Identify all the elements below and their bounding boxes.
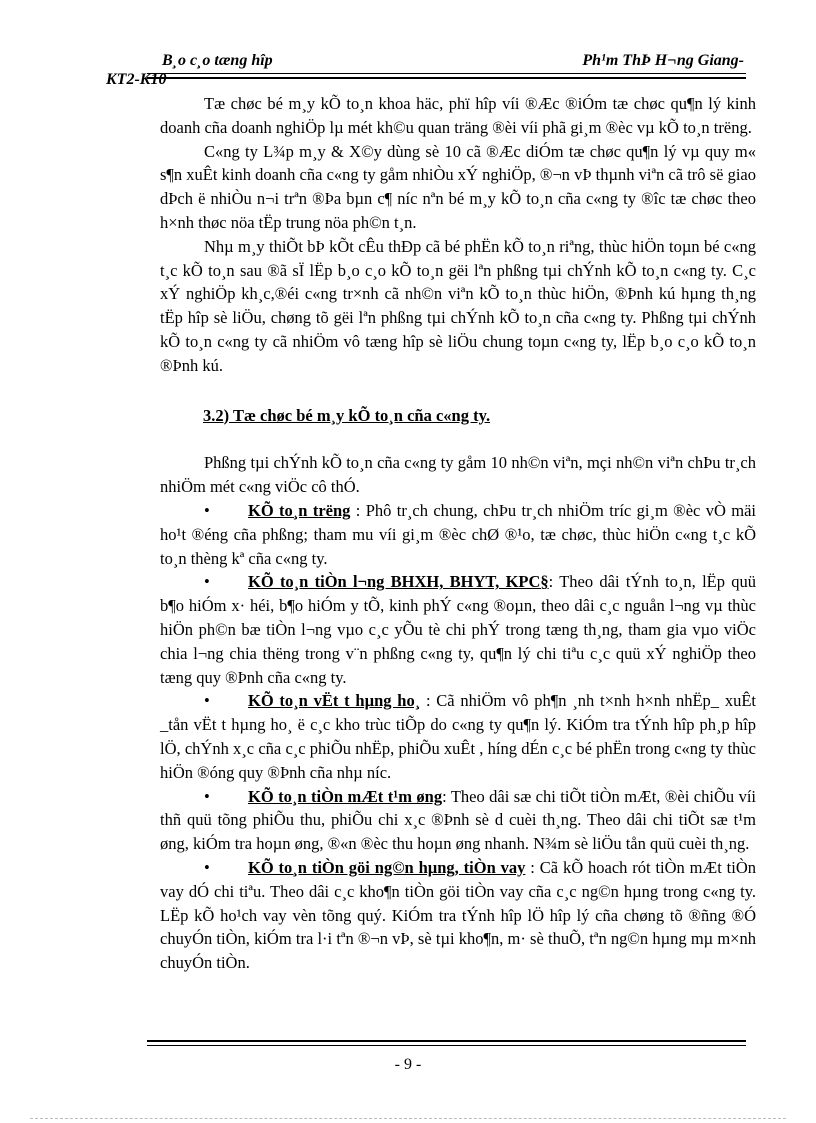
header-author: Ph¹m ThÞ H¬ng Giang-: [582, 52, 744, 69]
paragraph-2: C«ng ty L¾p m¸y & X©y dùng sè 10 cã ®Æc diÓm tæ chøc qu¶n lý vµ quy m« s¶n xuÊt kinh doanh cña c«ng ty gåm nhiÒu xÝ nghiÖp, ®¬n vÞ thµnh viªn cã trô së giao dÞch ë nhiÒu n¬i trªn ®Þa bµn c¶ níc nªn bé m¸y kÕ to¸n cña c«ng ty ®îc tæ chøc theo h×nh thøc nöa tËp trung nöa ph©n t¸n.: [160, 141, 756, 232]
document-body: [160, 92, 756, 975]
list-item-title: KÕ to¸n tiÒn göi ng©n hµng, tiÒn vay: [248, 857, 526, 877]
intro-paragraph: Phßng tµi chÝnh kÕ to¸n cña c«ng ty gåm 10 nh©n viªn, mçi nh©n viªn chÞu tr¸ch nhiÖm mét c«ng viÖc cô thÓ.: [160, 453, 756, 497]
list-item-text: : Theo dâi sæ chi tiÕt tiÒn mÆt, ®èi chiÕu víi thñ quü tõng phiÕu thu, phiÕu chi x¸c ®Þnh sè d cuèi th¸ng. Theo dâi chi tiÕt sæ t¹m øng, kiÓm tra hoµn øng, ®«n ®èc thu hoµn øng nhanh. N¾m sè liÖu tån quü cuèi th¸ng.: [160, 786, 756, 854]
list-item-title: KÕ to¸n tiÒn l¬ng BHXH, BHYT, KPC§: [248, 572, 549, 592]
list-item: [160, 570, 756, 689]
list-item-title: KÕ to¸n vËt t hµng ho¸: [248, 691, 421, 711]
bullet-icon: •: [204, 857, 210, 877]
list-item-text: : Cã nhiÖm vô ph¶n ¸nh t×nh h×nh nhËp_ xuÊt _tån vËt t hµng ho¸ ë c¸c kho trùc tiÕp do c«ng ty qu¶n lý. KiÓm tra tÝnh hîp ph¸p hîp lÖ, chÝnh x¸c cña c¸c phiÕu nhËp, phiÕu xuÊt , híng dÉn c¸c bé phËn trong c«ng ty thùc hiÖn ®óng quy ®Þnh cña nhµ níc.: [160, 691, 756, 782]
bullet-icon: •: [204, 500, 210, 520]
list-item-text: : Cã kÕ hoach rót tiÒn mÆt tiÒn vay dÓ chi tiªu. Theo dâi c¸c kho¶n tiÒn göi tiÒn vay cña c¸c ng©n hµng trong c«ng ty. LËp kÕ ho¹ch vay vèn tõng quý. KiÓm tra tÝnh hîp lÖ hîp lý cña chøng tõ ®ñng ®Ó chuyÓn tiÒn, kiÓm tra l·i tªn ®¬n vÞ, sè tµi kho¶n, m· sè thuÕ, tªn ng©n hµng mµ m×nh chuyÓn tiÒn.: [160, 857, 756, 973]
paragraph-1: Tæ chøc bé m¸y kÕ to¸n khoa häc, phï hîp víi ®Æc ®iÓm tæ chøc qu¶n lý kinh doanh cña doanh nghiÖp lµ mét kh©u quan träng ®èi víi phã gi¸m ®èc vµ kÕ to¸n trëng.: [160, 94, 756, 137]
bullet-icon: •: [204, 786, 210, 806]
paragraph-3: Nhµ m¸y thiÕt bÞ kÕt cÊu thÐp cã bé phËn kÕ to¸n riªng, thùc hiÖn toµn bé c«ng t¸c kÕ to¸n sau ®ã sÏ lËp b¸o c¸o kÕ to¸n gëi lªn phßng tµi chÝnh kÕ to¸n c«ng ty. C¸c xÝ nghiÖp kh¸c,®éi c«ng tr×nh cã nh©n viªn kÕ to¸n thùc hiÖn, ®Þnh kú hµng th¸ng tËp hîp sè liÖu, chøng tõ gëi lªn phßng tµi chÝnh kÕ to¸n cña c«ng ty. Phßng tµi chÝnh kÕ to¸n c«ng ty cã nhiÖm vô tæng hîp sè liÖu chung toµn c«ng ty, lËp b¸o c¸o kÕ to¸n ®Þnh kú.: [160, 236, 756, 375]
list-item-title: KÕ to¸n tiÒn mÆt t¹m øng: [248, 786, 443, 806]
page-number: - 9 -: [394, 1056, 422, 1073]
footer-rule: [147, 1045, 746, 1046]
section-heading: 3.2) Tæ chøc bé m¸y kÕ to¸n cña c«ng ty.: [203, 405, 491, 425]
bullet-icon: •: [204, 572, 210, 592]
list-item: [160, 499, 756, 570]
list-item-title: KÕ to¸n trëng: [248, 500, 351, 520]
bullet-icon: •: [204, 691, 210, 711]
header-report-title: B¸o c¸o tæng hîp: [162, 52, 273, 69]
header-rule-thick: [147, 77, 746, 79]
page-break-divider: [30, 1118, 786, 1119]
list-item: [160, 856, 756, 975]
header-class-code: KT2-K10: [106, 71, 167, 88]
footer-rule-thick: [147, 1040, 746, 1042]
list-item-text: : Theo dâi tÝnh to¸n, lËp quü b¶o hiÓm x· héi, b¶o hiÓm y tÕ, kinh phÝ c«ng ®oµn, theo dâi c¸c nguån l¬ng vµ thùc hiÖn ph©n bæ tiÒn l¬ng vµo c¸c yÕu tè chi phÝ trong tæng th¸ng, tham gia vµo viÖc chia l¬ng chia thëng trong v¨n phßng c«ng ty, qu¶n lý chi tiªu c¸c quü xÝ nghiÖp theo tæng quy ®Þnh cña c«ng ty.: [160, 572, 757, 687]
header-rule: [147, 73, 746, 74]
list-item: [160, 785, 756, 856]
list-item-text: : Phô tr¸ch chung, chÞu tr¸ch nhiÖm tríc gi¸m ®èc vÒ mäi ho¹t ®éng cña phßng; tham mu víi gi¸m ®èc chØ ®¹o, tæ chøc, thùc hiÖn c«ng t¸c kÕ to¸n thèng kª cña c«ng ty.: [160, 500, 756, 568]
list-item: [160, 689, 756, 784]
